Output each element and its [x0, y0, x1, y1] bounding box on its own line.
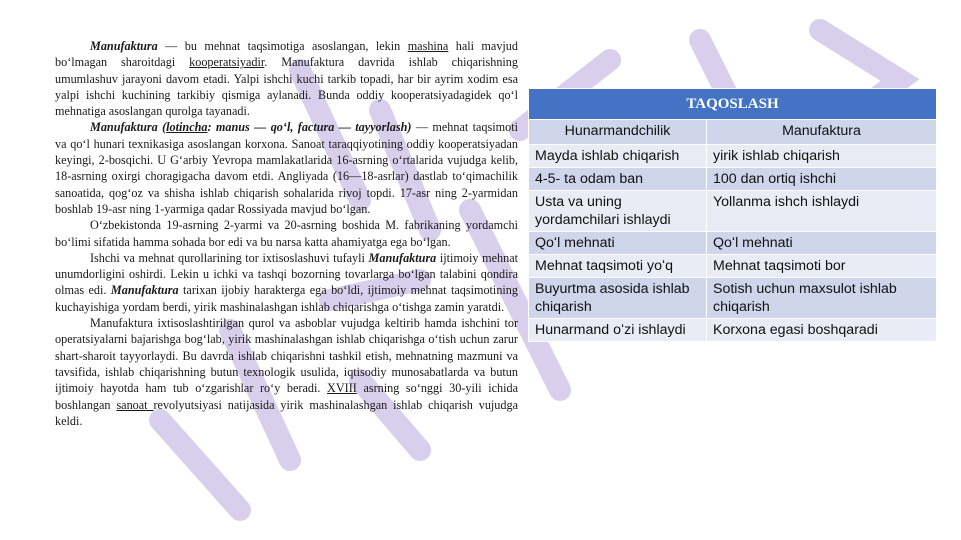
text-span: Ishchi va mehnat qurollarining tor ixtisoslashuvi tufayli — [90, 250, 369, 265]
column-header: Hunarmandchilik — [529, 120, 707, 145]
paragraph-4 — [55, 250, 518, 315]
text-span: . Manufaktura davrida ishlab chiqarishning umumlashuv jarayoni davom etadi. Yalpi ishchi kuchi tarkib topadi, har bir ayrim xodim esa yalpi ishchi kuchining tarkibiy qismiga aylanadi. Bunda oddiy kooperatsiyadagidek qoʻl mehnatiga asoslangan qurolga tayanadi. — [55, 55, 518, 119]
table-cell: Mehnat taqsimoti bor — [707, 255, 937, 278]
table-cell: Qoʻl mehnati — [707, 232, 937, 255]
table-cell: Sotish uchun maxsulot ishlab chiqarish — [707, 278, 937, 319]
table-cell: Usta va uning yordamchilari ishlaydi — [529, 191, 707, 232]
table-cell: Yollanma ishch ishlaydi — [707, 191, 937, 232]
table-cell: 4-5- ta odam ban — [529, 168, 707, 191]
table-cell: Mayda ishlab chiqarish — [529, 145, 707, 168]
text-span: revolyutsiyasi natijasida yirik mashinalashgan ishlab chiqarish vujudga keldi. — [55, 397, 518, 428]
text-span: Manufaktura ixtisoslashtirilgan qurol va asboblar vujudga keltirib hamda ishchini tor operatsiyalarni bajarishga bogʻlab, yirik mashinalashgan ishlab chiqarishga oʻtish uchun zarur shart-sharoit tayyorlaydi. Bu davrda ishlab chiqarishni tashkil etish, mehnatning mazmuni va tavsifida, ishlab chiqarishning butun texnologik usulida, iqtisodiy munosabatlarda va butun ijtimoiy hayotda ham tub oʻzgarishlar roʻy beradi. — [55, 316, 518, 396]
table-cell: Mehnat taqsimoti yoʻq — [529, 255, 707, 278]
paragraph-1 — [55, 38, 518, 119]
table-row — [529, 255, 937, 278]
table-row — [529, 145, 937, 168]
comparison-table — [528, 88, 937, 342]
paragraph-3: Oʻzbekistonda 19-asrning 2-yarmi va 20-asrning boshida M. fabrikaning yordamchi boʻlimi sifatida hamma sohada bor edi va bu narsa katta ahamiyatga ega boʻlgan. — [55, 218, 518, 249]
link-sanoat[interactable]: sanoat — [116, 397, 154, 412]
article-text — [55, 38, 518, 429]
link-mashina[interactable]: mashina — [407, 39, 449, 53]
text-span: asrning soʻnggi 30-yili ichida boshlangan — [55, 381, 518, 412]
paragraph-5 — [55, 315, 518, 429]
paragraph-2 — [55, 119, 518, 217]
table-row — [529, 319, 937, 342]
term: Manufaktura ( — [90, 120, 167, 135]
table-cell: Hunarmand oʻzi ishlaydi — [529, 319, 707, 342]
term: Manufaktura — [110, 283, 179, 298]
text-span: ijtimoiy mehnat unumdorligini oshirdi. Lekin u ichki va tashqi bozorning tovarlarga boʻlgan talabini qondira olmas edi. — [55, 250, 518, 298]
link-lotincha[interactable]: lotincha — [166, 120, 208, 135]
table-cell: Buyurtma asosida ishlab chiqarish — [529, 278, 707, 319]
link-xviii[interactable]: XVIII — [327, 381, 357, 396]
table-row — [529, 232, 937, 255]
table-cell: 100 dan ortiq ishchi — [707, 168, 937, 191]
table-cell: Qoʻl mehnati — [529, 232, 707, 255]
link-kooperatsiya[interactable]: kooperatsiyadir — [189, 55, 265, 70]
text-span: — mehnat taqsimoti va qoʻl hunari texnikasiga asoslangan korxona. Sanoat taraqqiyotining oddiy kooperatsiyadan keyingi, 2-bosqichi. U Gʻarbiy Yevropa mamlakatlarida 16-asrning oʻrtalarida vujudga kelib, 18-asrning oxirgi choragigacha davom etdi. Angliyada (16—18-asrlar) dastlab toʻqimachilik sanoatida, qogʻoz va shisha ishlab chiqarish sohalarida rivoj topdi. 17-asr ning 2-yarmidan boshlab 19-asr ning 1-yarmiga qadar Rossiyada mavjud boʻlgan. — [55, 120, 518, 216]
table-row — [529, 191, 937, 232]
table-row — [529, 278, 937, 319]
etymology: : manus — qoʻl, factura — tayyorlash) — [207, 120, 412, 135]
table-row — [529, 168, 937, 191]
table-cell: Korxona egasi boshqaradi — [707, 319, 937, 342]
term: Manufaktura — [90, 39, 158, 53]
text-span: hali mavjud boʻlmagan sharoitdagi — [55, 39, 518, 70]
table-cell: yirik ishlab chiqarish — [707, 145, 937, 168]
text-span: tarixan ijobiy harakterga ega boʻldi, ijtimoiy mehnat taqsimotining kuchayishiga yordam berdi, yirik mashinalashgan ishlab chiqarishga oʻtishga zamin yaratdi. — [55, 283, 518, 314]
text-span: — bu mehnat taqsimotiga asoslangan, lekin — [157, 39, 408, 53]
term: Manufaktura — [368, 250, 437, 265]
table-title: TAQOSLASH — [529, 89, 937, 120]
column-header: Manufaktura — [707, 120, 937, 145]
